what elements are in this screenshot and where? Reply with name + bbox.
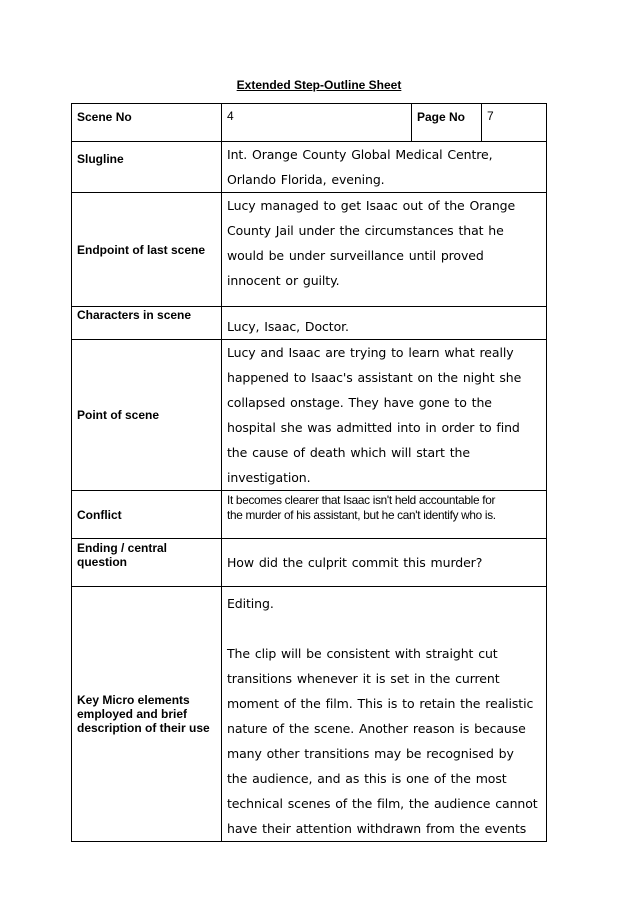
text-line: Int. Orange County Global Medical Centre, (227, 147, 493, 162)
text-line: Lucy managed to get Isaac out of the Orange (227, 198, 516, 213)
text-line: investigation. (227, 470, 311, 485)
text-line: Lucy and Isaac are trying to learn what really (227, 345, 514, 360)
characters-row (72, 307, 547, 340)
characters-label: Characters in scene (72, 307, 222, 340)
slugline-row (72, 142, 547, 193)
text-line: moment of the film. This is to retain the realistic (227, 696, 534, 711)
conflict-value (222, 491, 547, 539)
text-line: It becomes clearer that Isaac isn't held accountable for (227, 493, 496, 507)
text-line: County Jail under the circumstances that he (227, 223, 504, 238)
characters-value: Lucy, Isaac, Doctor. (222, 307, 547, 340)
page-title: Extended Step-Outline Sheet (236, 78, 402, 92)
text-line: transitions whenever it is set in the current (227, 671, 500, 686)
page-no-value: 7 (482, 104, 547, 142)
ending-row (72, 539, 547, 587)
point-value (222, 340, 547, 491)
scene-no-label: Scene No (72, 104, 222, 142)
step-outline-table (71, 103, 547, 842)
text-line: happened to Isaac's assistant on the night she (227, 370, 522, 385)
micro-row (72, 587, 547, 842)
scene-no-value: 4 (222, 104, 412, 142)
point-label: Point of scene (72, 340, 222, 491)
text-line: technical scenes of the film, the audience cannot (227, 796, 538, 811)
slugline-label: Slugline (72, 142, 222, 193)
micro-label: Key Micro elements employed and brief description of their use (72, 587, 222, 842)
text-line: collapsed onstage. They have gone to the (227, 395, 492, 410)
text-line: have their attention withdrawn from the events (227, 821, 527, 836)
conflict-row (72, 491, 547, 539)
text-line: the cause of death which will start the (227, 445, 470, 460)
text-line: The clip will be consistent with straight cut (227, 646, 498, 661)
slugline-value (222, 142, 547, 193)
ending-label: Ending / central question (72, 539, 222, 587)
text-line: innocent or guilty. (227, 273, 340, 288)
text-line: the murder of his assistant, but he can't identify who is. (227, 508, 496, 522)
page-no-label: Page No (412, 104, 482, 142)
header-row (72, 104, 547, 142)
micro-value (222, 587, 547, 842)
text-line: hospital she was admitted into in order to find (227, 420, 520, 435)
conflict-label: Conflict (72, 491, 222, 539)
text-line: would be under surveillance until proved (227, 248, 484, 263)
ending-value: How did the culprit commit this murder? (222, 539, 547, 587)
text-line: many other transitions may be recognised by (227, 746, 514, 761)
text-line: Orlando Florida, evening. (227, 172, 385, 187)
point-row (72, 340, 547, 491)
text-line: the audience, and as this is one of the most (227, 771, 507, 786)
micro-heading: Editing. (227, 596, 274, 611)
text-line: nature of the scene. Another reason is because (227, 721, 526, 736)
endpoint-row (72, 193, 547, 307)
endpoint-value (222, 193, 547, 307)
endpoint-label: Endpoint of last scene (72, 193, 222, 307)
